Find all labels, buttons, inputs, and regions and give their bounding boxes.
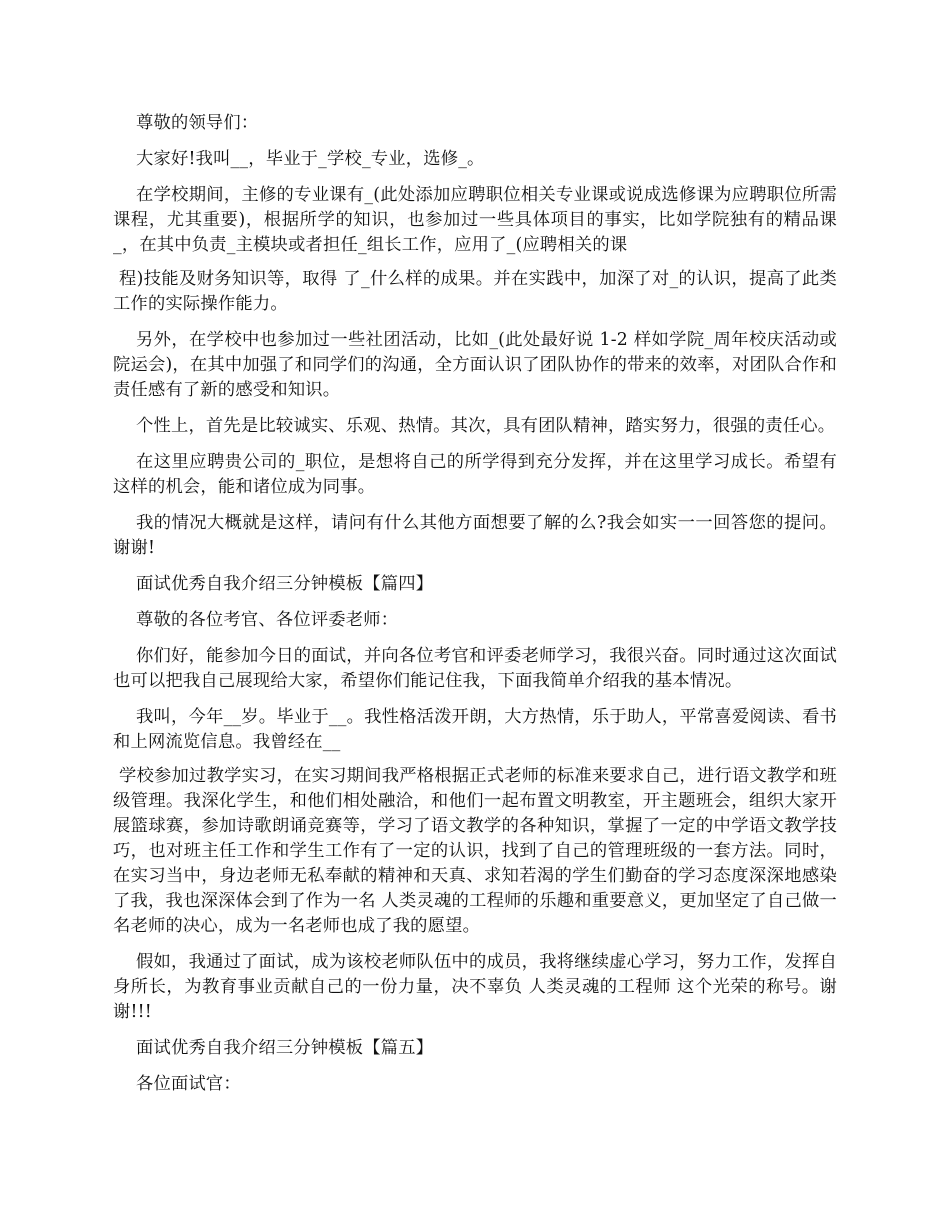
salutation-paragraph: 尊敬的领导们：	[136, 113, 259, 133]
document-body	[113, 111, 837, 1108]
intro-paragraph-4: 你们好，能参加今日的面试，并向各位考官和评委老师学习，我很兴奋。同时通过这次面试也可以把我自己展现给大家，希望你们能记住我，下面我简单介绍我的基本情况。	[113, 646, 837, 691]
greeting-paragraph: 大家好!我叫__，毕业于_学校_专业，选修_。	[136, 149, 485, 169]
self-paragraph-4: 我叫，今年__岁。毕业于__。我性格活泼开朗，大方热情，乐于助人，平常喜爱阅读、看书和上网流览信息。我曾经在__	[113, 707, 837, 752]
conclusion-paragraph-4: 假如，我通过了面试，成为该校老师队伍中的成员，我将继续虚心学习，努力工作，发挥自身所长，为教育事业贡献自己的一份力量，决不辜负 人类灵魂的工程师 这个光荣的称号。谢谢!!!	[113, 952, 837, 1022]
salutation-paragraph-4: 尊敬的各位考官、各位评委老师：	[136, 610, 399, 630]
section-heading-5: 面试优秀自我介绍三分钟模板【篇五】	[136, 1038, 434, 1058]
salutation-paragraph-5: 各位面试官：	[136, 1074, 241, 1094]
section-heading-4: 面试优秀自我介绍三分钟模板【篇四】	[136, 574, 434, 594]
skills-paragraph: 程)技能及财务知识等，取得 了_什么样的成果。并在实践中，加深了对_的认识，提高了此类工作的实际操作能力。	[113, 269, 837, 314]
activities-paragraph: 另外，在学校中也参加过一些社团活动，比如_(此处最好说 1-2 样如学院_周年校庆活动或院运会)，在其中加强了和同学们的沟通，全方面认识了团队协作的带来的效率，对团队合作和责任感有了新的感受和知识。	[113, 330, 837, 400]
personality-paragraph: 个性上，首先是比较诚实、乐观、热情。其次，具有团队精神，踏实努力，很强的责任心。	[136, 416, 836, 436]
internship-paragraph-4: 学校参加过教学实习，在实习期间我严格根据正式老师的标准来要求自己，进行语文教学和班级管理。我深化学生，和他们相处融洽，和他们一起布置文明教室，开主题班会，组织大家开展篮球赛，参加诗歌朗诵竞赛等，学习了语文教学的各种知识，掌握了一定的中学语文教学技巧，也对班主任工作和学生工作有了一定的认识，找到了自己的管理班级的一套方法。同时，在实习当中，身边老师无私奉献的精神和天真、求知若渴的学生们勤奋的学习态度深深地感染了我，我也深深体会到了作为一名 人类灵魂的工程师的乐趣和重要意义，更加坚定了自己做一名老师的决心，成为一名老师也成了我的愿望。	[113, 766, 837, 936]
study-paragraph: 在学校期间，主修的专业课有_(此处添加应聘职位相关专业课或说成选修课为应聘职位所需课程，尤其重要)，根据所学的知识，也参加过一些具体项目的事实，比如学院独有的精品课_，在其中负责_主模块或者担任_组长工作，应用了_(应聘相关的课	[113, 185, 837, 255]
closing-paragraph: 我的情况大概就是这样，请问有什么其他方面想要了解的么?我会如实一一回答您的提问。谢谢!	[113, 513, 837, 558]
application-paragraph: 在这里应聘贵公司的_职位，是想将自己的所学得到充分发挥，并在这里学习成长。希望有这样的机会，能和诸位成为同事。	[113, 452, 837, 497]
